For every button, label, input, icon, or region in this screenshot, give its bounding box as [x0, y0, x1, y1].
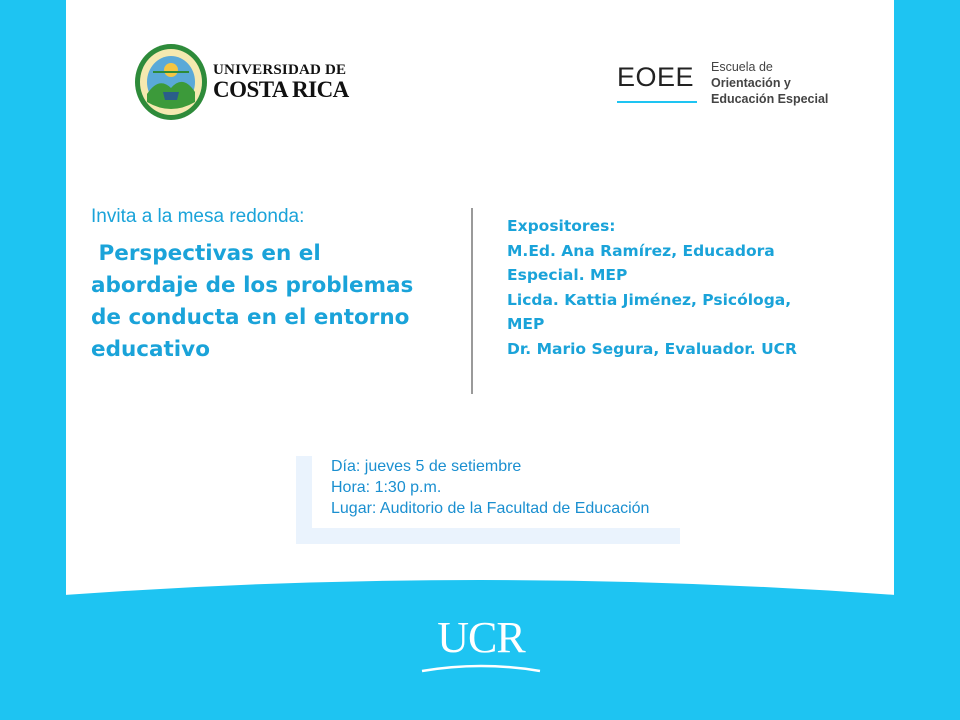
speaker-line: Especial. MEP [507, 266, 628, 284]
eoee-name-line3: Educación Especial [711, 92, 829, 106]
eoee-name-line1: Escuela de [711, 60, 773, 74]
eoee-name-line2: Orientación y [711, 76, 791, 90]
speakers-list [507, 214, 852, 361]
speaker-line: Dr. Mario Segura, Evaluador. UCR [507, 339, 797, 358]
eoee-underline [617, 101, 697, 103]
ucr-wordmark-line2: COSTA RICA [213, 77, 349, 102]
event-title-line: abordaje de los problemas [91, 273, 414, 298]
event-time: Hora: 1:30 p.m. [331, 479, 442, 496]
speakers-heading: Expositores: [507, 217, 616, 235]
event-info [331, 456, 649, 519]
eoee-school-name [711, 59, 828, 107]
bracket-horizontal-bar [296, 528, 680, 544]
speaker-line: MEP [507, 315, 545, 333]
speaker-line: M.Ed. Ana Ramírez, Educadora [507, 241, 775, 260]
ucr-footer-text: UCR [437, 613, 525, 662]
event-title-line: educativo [91, 337, 210, 362]
event-place: Lugar: Auditorio de la Facultad de Educación [331, 500, 650, 517]
ucr-wordmark-line1: UNIVERSIDAD DE [213, 62, 347, 78]
ucr-seal-logo [133, 42, 209, 122]
speaker-line: Licda. Kattia Jiménez, Psicóloga, [507, 290, 792, 309]
vertical-divider [471, 208, 473, 394]
ucr-footer-swoosh [420, 659, 542, 675]
ucr-footer-logo [420, 615, 542, 677]
eoee-abbreviation: EOEE [617, 62, 695, 92]
ucr-wordmark [213, 63, 349, 102]
invitation-intro: Invita a la mesa redonda: [91, 206, 305, 227]
event-title-line: Perspectivas en el [91, 241, 321, 266]
event-day: Día: jueves 5 de setiembre [331, 458, 522, 475]
event-title-line: de conducta en el entorno [91, 305, 410, 330]
event-title [91, 238, 451, 366]
